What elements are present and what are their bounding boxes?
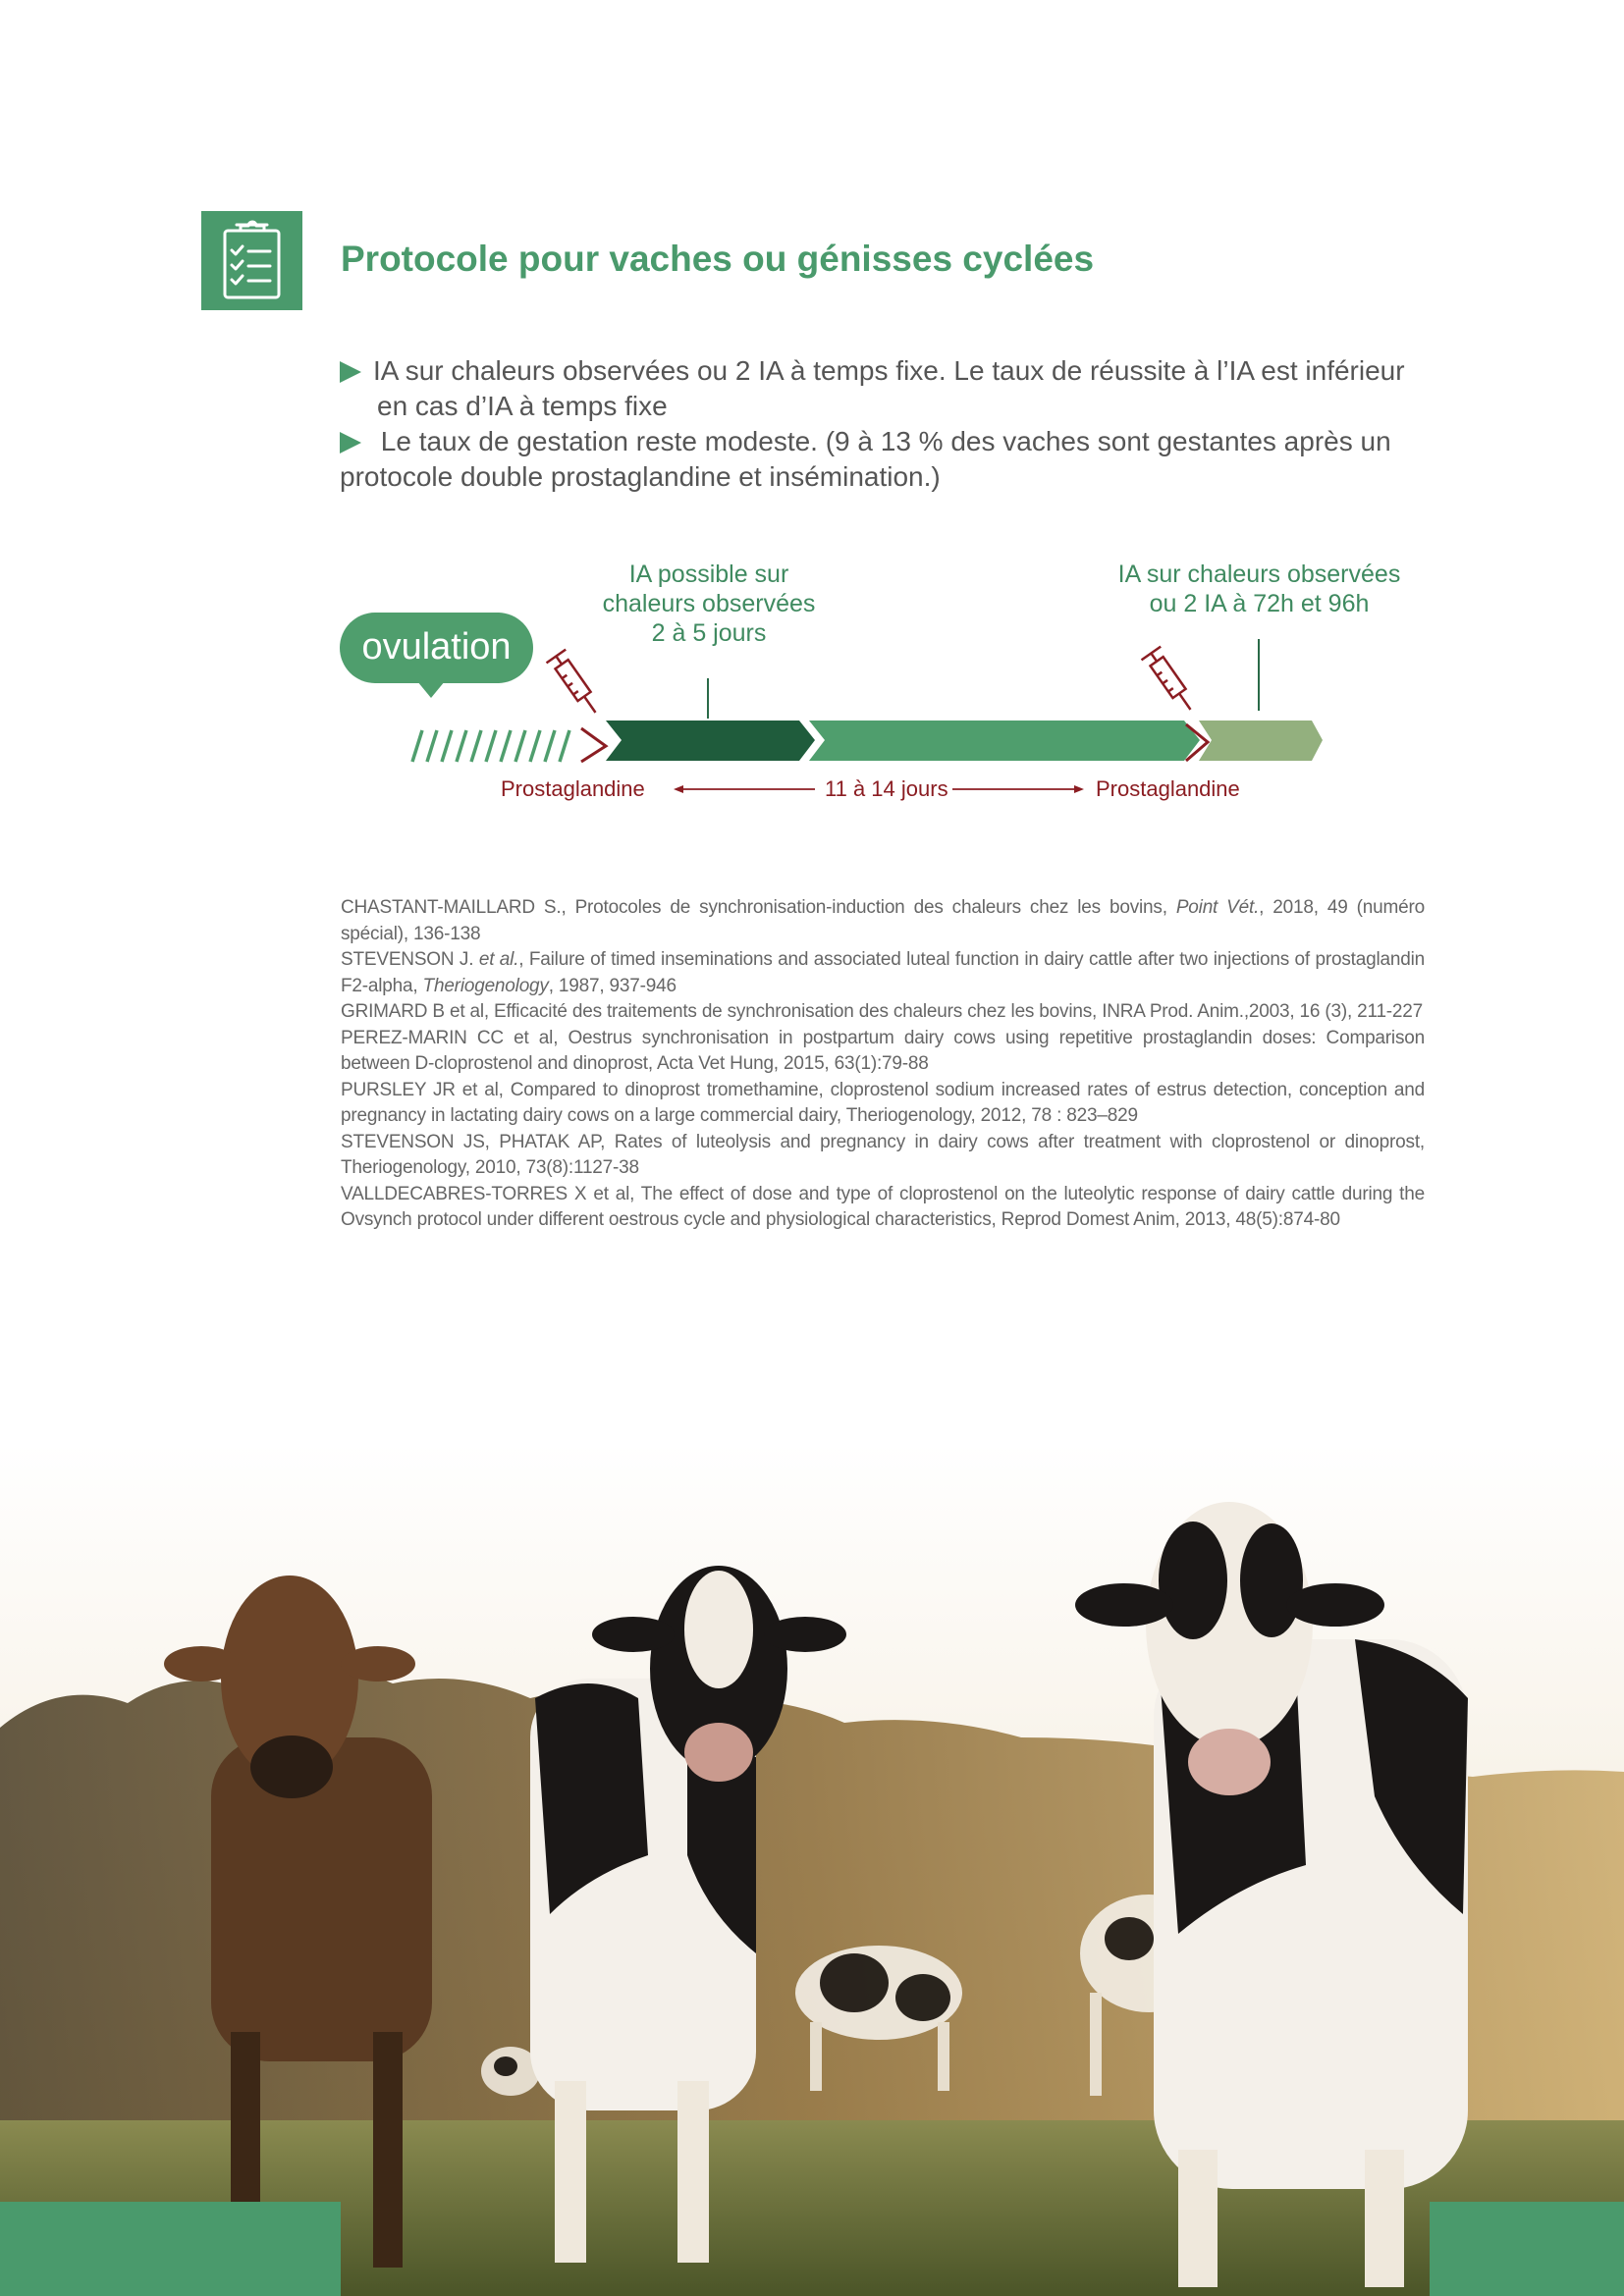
bullet-item — [340, 424, 1430, 495]
first-window-label-line: IA possible sur — [628, 561, 789, 588]
reference-text: CHASTANT-MAILLARD S., Protocoles de synchronisation-induction des chaleurs chez les bovins, — [341, 897, 1176, 918]
cows-pasture-photo — [0, 1443, 1624, 2296]
reference-item: GRIMARD B et al, Efficacité des traitements de synchronisation des chaleurs chez les bovins, INRA Prod. Anim.,2003, 16 (3), 211-227 — [341, 1001, 1424, 1022]
ovulation-label: ovulation — [361, 626, 512, 667]
reference-item: PURSLEY JR et al, Compared to dinoprost tromethamine, cloprostenol sodium increased rates of estrus detection, conception and pregnancy in lactating dairy cows on a large commercial dairy, Theriogenology, 2012, 78 : 823–829 — [341, 1079, 1425, 1126]
footer-bar-left — [0, 2202, 341, 2296]
footer-bar-right — [1430, 2202, 1624, 2296]
first-window-label-line: 2 à 5 jours — [651, 619, 767, 647]
bullet-list — [340, 353, 1430, 495]
references-list — [341, 895, 1425, 1234]
clipboard-checklist-icon — [201, 211, 302, 310]
prostaglandine-label-left: Prostaglandine — [501, 776, 645, 801]
hatch-marks — [412, 730, 569, 762]
first-window-label-line: chaleurs observées — [602, 590, 816, 617]
page-title: Protocole pour vaches ou génisses cyclées — [341, 239, 1095, 279]
header-icon-box — [201, 211, 302, 310]
bullet-item — [340, 353, 1430, 424]
reference-text: , 1987, 937-946 — [548, 975, 677, 996]
first-window-label — [580, 560, 838, 648]
injection-marker-left — [581, 728, 606, 762]
interval-label: 11 à 14 jours — [825, 776, 948, 801]
reference-text: , 2018, 49 (numéro spécial), 136-138 — [341, 897, 1425, 944]
reference-item: VALLDECABRES-TORRES X et al, The effect of dose and type of cloprostenol on the luteolytic response of dairy cattle during the Ovsynch protocol under different oestrous cycle and physiological characteristics, Reprod Domest Anim, 2013, 48(5):874-80 — [341, 1183, 1425, 1230]
reference-journal: Theriogenology — [422, 975, 549, 996]
cows-illustration — [0, 1443, 1624, 2296]
triangle-bullet-icon — [340, 361, 361, 383]
reference-et-al: et al. — [478, 949, 519, 970]
second-window-label — [1100, 560, 1419, 618]
reference-item — [341, 895, 1425, 947]
syringe-icon — [1142, 647, 1201, 717]
prostaglandine-label-right: Prostaglandine — [1096, 776, 1240, 801]
bullet-text: IA sur chaleurs observées ou 2 IA à temps fixe. Le taux de réussite à l’IA est inférieur en cas d’IA à temps fixe — [373, 355, 1405, 421]
phase-arrow-dark — [606, 721, 815, 761]
reference-item — [341, 947, 1425, 999]
reference-text: STEVENSON J. — [341, 949, 479, 970]
reference-item: PEREZ-MARIN CC et al, Oestrus synchronisation in postpartum dairy cows using repetitive prostaglandin doses: Comparison between D-cloprostenol and dinoprost, Acta Vet Hung, 2015, 63(1):79-88 — [341, 1027, 1425, 1074]
second-window-label-line: ou 2 IA à 72h et 96h — [1149, 590, 1370, 617]
reference-item: STEVENSON JS, PHATAK AP, Rates of luteolysis and pregnancy in dairy cows after treatment with cloprostenol or dinoprost, Theriogenology, 2010, 73(8):1127-38 — [341, 1131, 1425, 1178]
triangle-bullet-icon — [340, 432, 361, 454]
bullet-text: Le taux de gestation reste modeste. (9 à 13 % des vaches sont gestantes après un protocole double prostaglandine et insémination.) — [340, 426, 1391, 492]
reference-journal: Point Vét. — [1175, 897, 1260, 918]
phase-arrow-light — [1199, 721, 1323, 761]
reference-text: , Failure of timed inseminations and associated luteal function in dairy cattle after two injections of prostaglandin F2-alpha, — [341, 949, 1425, 996]
syringe-icon — [547, 650, 606, 720]
protocol-timeline-diagram — [324, 560, 1443, 815]
second-window-label-line: IA sur chaleurs observées — [1117, 561, 1401, 588]
phase-arrow-mid — [809, 721, 1200, 761]
